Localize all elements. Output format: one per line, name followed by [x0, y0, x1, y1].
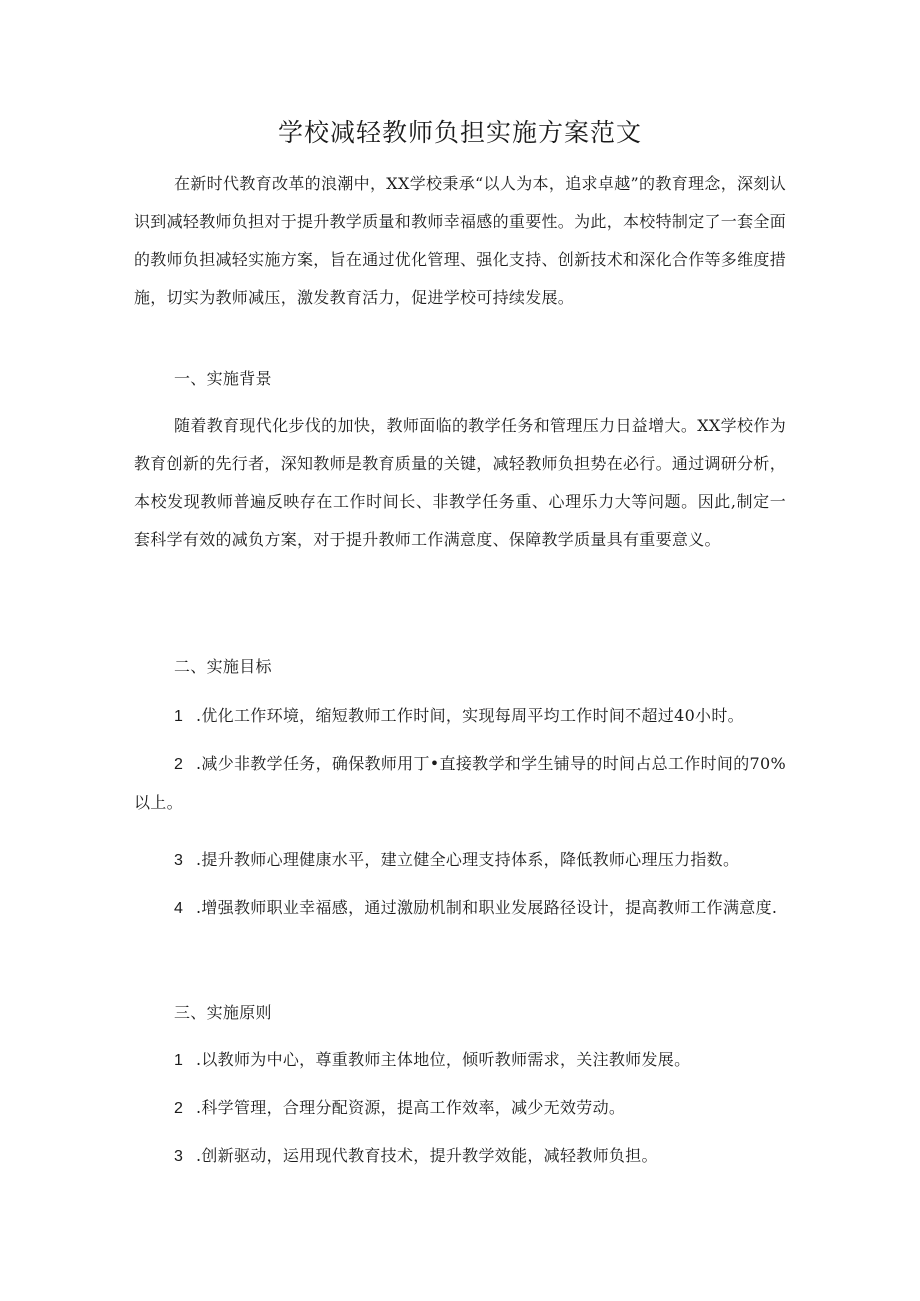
- goal-item-text: .增强教师职业幸福感，通过激励机制和职业发展路径设计，提高教师工作满意度.: [196, 898, 778, 917]
- principle-item-number: 3: [174, 1148, 184, 1165]
- goal-item: [134, 841, 786, 880]
- goal-item-text: .优化工作环境，缩短教师工作时间，实现每周平均工作时间不超过40小时。: [196, 706, 744, 725]
- principle-item: [134, 1089, 786, 1128]
- document-title: 学校减轻教师负担实施方案范文: [277, 118, 642, 147]
- goal-item-text: .减少非教学任务，确保教师用丁•直接教学和学生铺导的时间占总工作时间的70%以上。: [134, 754, 786, 812]
- principle-item-text: .创新驱动，运用现代教育技术，提升教学效能，减轻教师负担。: [196, 1146, 658, 1165]
- principle-item: [134, 1137, 786, 1176]
- principle-item-number: 1: [174, 1052, 184, 1069]
- principle-item-text: .以教师为中心，尊重教师主体地位，倾听教师需求，关注教师发展。: [196, 1050, 691, 1069]
- goal-item-text: .提升教师心理健康水平，建立健全心理支持体系，降低教师心理压力指数。: [196, 850, 740, 869]
- principle-item: [134, 1041, 786, 1080]
- section-heading-background: 一、实施背景: [174, 369, 272, 388]
- goal-item: [134, 889, 786, 928]
- goal-item-number: 1: [174, 708, 184, 725]
- principle-item-number: 2: [174, 1100, 184, 1117]
- background-paragraph: 随着教育现代化步伐的加快，教师面临的教学任务和管理压力日益增大。XX学校作为教育创新的先行者，深知教师是教育质量的关键，减轻教师负担势在必行。通过调研分析，本校发现教师普遍反映存在工作时间长、非教学任务重、心理乐力大等问题。因此,制定一套科学有效的减负方案，对于提升教师工作满意度、保障教学质量具有重要意义。: [134, 416, 787, 549]
- goal-item-number: 4: [174, 900, 184, 917]
- goal-item: [134, 745, 786, 822]
- intro-paragraph: 在新时代教育改革的浪潮中，XX学校秉承“以人为本，追求卓越”的教育理念，深刻认识到减轻教师负担对于提升教学质量和教师幸福感的重要性。为此，本校特制定了一套全面的教师负担减轻实施方案，旨在通过优化管理、强化支持、创新技术和深化合作等多维度措施，切实为教师减压，激发教育活力，促进学校可持续发展。: [134, 174, 787, 307]
- principle-item-text: .科学管理，合理分配资源，提高工作效率，减少无效劳动。: [196, 1098, 626, 1117]
- goal-item-number: 2: [174, 756, 184, 773]
- section-heading-principles: 三、实施原则: [174, 1003, 272, 1022]
- section-heading-goals: 二、实施目标: [174, 657, 272, 676]
- goal-item: [134, 697, 786, 736]
- goal-item-number: 3: [174, 852, 184, 869]
